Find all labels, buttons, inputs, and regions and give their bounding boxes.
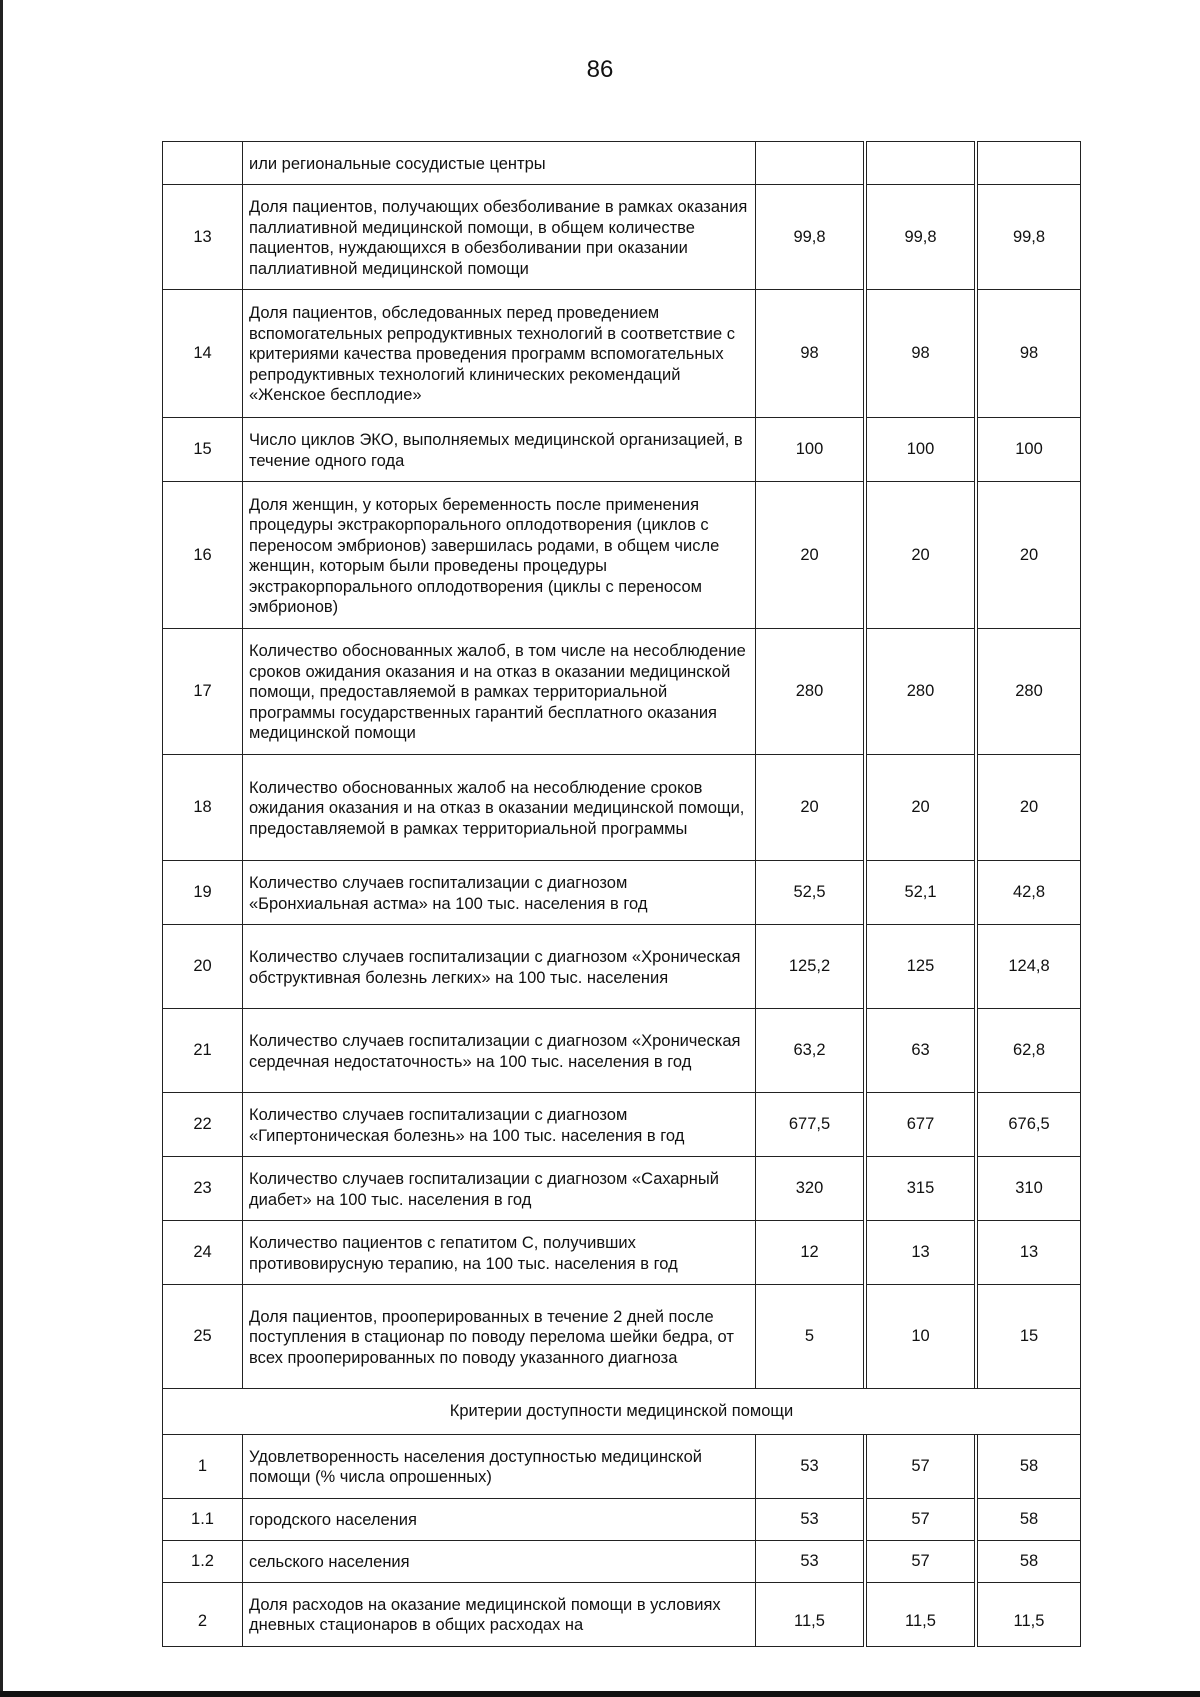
value-col-3: 99,8 <box>978 185 1081 290</box>
value-col-1: 99,8 <box>756 185 864 290</box>
table-row <box>163 1285 1081 1389</box>
row-description: Количество случаев госпитализации с диагнозом «Хроническая обструктивная болезнь легких» на 100 тыс. населения <box>243 925 756 1009</box>
value-col-3: 11,5 <box>978 1582 1081 1646</box>
table-row <box>163 1009 1081 1093</box>
table-row <box>163 1221 1081 1285</box>
table-row <box>163 142 1081 185</box>
row-description: Доля женщин, у которых беременность после применения процедуры экстракорпорального оплодотворения (циклов с переносом эмбрионов) завершилась родами, в общем числе женщин, которым были проведены процедуры экстракорпорального оплодотворения (циклы с переносом эмбрионов) <box>243 482 756 629</box>
table-row <box>163 290 1081 418</box>
value-col-3: 15 <box>978 1285 1081 1389</box>
value-col-1: 53 <box>756 1540 864 1582</box>
row-description: Доля пациентов, обследованных перед проведением вспомогательных репродуктивных технологий в соответствие с критериями качества проведения программ вспомогательных репродуктивных технологий клинических рекомендаций «Женское бесплодие» <box>243 290 756 418</box>
row-number: 1 <box>163 1434 243 1498</box>
value-col-2: 100 <box>867 418 975 482</box>
row-description: Количество случаев госпитализации с диагнозом «Бронхиальная астма» на 100 тыс. населения в год <box>243 861 756 925</box>
row-description: Доля пациентов, прооперированных в течение 2 дней после поступления в стационар по поводу перелома шейки бедра, от всех прооперированных по поводу указанного диагноза <box>243 1285 756 1389</box>
row-number: 17 <box>163 629 243 755</box>
row-number: 25 <box>163 1285 243 1389</box>
row-number: 24 <box>163 1221 243 1285</box>
row-description: Количество обоснованных жалоб, в том числе на несоблюдение сроков ожидания оказания и на отказ в оказании медицинской помощи, предоставляемой в рамках территориальной программы государственных гарантий бесплатного оказания медицинской помощи <box>243 629 756 755</box>
criteria-table <box>162 141 1081 1647</box>
value-col-2: 98 <box>867 290 975 418</box>
table-row <box>163 861 1081 925</box>
scan-left-edge <box>0 0 3 1697</box>
value-col-1: 20 <box>756 755 864 861</box>
value-col-3: 280 <box>978 629 1081 755</box>
value-col-3: 58 <box>978 1498 1081 1540</box>
row-description: или региональные сосудистые центры <box>243 142 756 185</box>
value-col-2 <box>867 142 975 185</box>
value-col-3 <box>978 142 1081 185</box>
section-row <box>163 1389 1081 1435</box>
row-description: Доля пациентов, получающих обезболивание в рамках оказания паллиативной медицинской помощи, в общем количестве пациентов, нуждающихся в обезболивании при оказании паллиативной медицинской помощи <box>243 185 756 290</box>
table-row <box>163 1498 1081 1540</box>
value-col-2: 13 <box>867 1221 975 1285</box>
value-col-3: 98 <box>978 290 1081 418</box>
row-number: 21 <box>163 1009 243 1093</box>
value-col-2: 52,1 <box>867 861 975 925</box>
value-col-1: 280 <box>756 629 864 755</box>
table-row <box>163 1157 1081 1221</box>
row-description: Доля расходов на оказание медицинской помощи в условиях дневных стационаров в общих расходах на <box>243 1582 756 1646</box>
table-row <box>163 185 1081 290</box>
table-row <box>163 925 1081 1009</box>
row-number: 22 <box>163 1093 243 1157</box>
value-col-1: 53 <box>756 1498 864 1540</box>
table-row <box>163 1434 1081 1498</box>
table-row <box>163 418 1081 482</box>
row-number: 23 <box>163 1157 243 1221</box>
value-col-1: 53 <box>756 1434 864 1498</box>
row-number: 19 <box>163 861 243 925</box>
value-col-2: 57 <box>867 1498 975 1540</box>
value-col-2: 63 <box>867 1009 975 1093</box>
value-col-3: 62,8 <box>978 1009 1081 1093</box>
value-col-1: 677,5 <box>756 1093 864 1157</box>
row-number: 1.2 <box>163 1540 243 1582</box>
value-col-1: 12 <box>756 1221 864 1285</box>
value-col-1: 98 <box>756 290 864 418</box>
row-description: городского населения <box>243 1498 756 1540</box>
value-col-2: 315 <box>867 1157 975 1221</box>
value-col-1: 100 <box>756 418 864 482</box>
value-col-1: 11,5 <box>756 1582 864 1646</box>
row-number: 1.1 <box>163 1498 243 1540</box>
value-col-1: 320 <box>756 1157 864 1221</box>
value-col-2: 11,5 <box>867 1582 975 1646</box>
value-col-3: 310 <box>978 1157 1081 1221</box>
row-number: 20 <box>163 925 243 1009</box>
value-col-3: 20 <box>978 755 1081 861</box>
value-col-2: 10 <box>867 1285 975 1389</box>
value-col-2: 99,8 <box>867 185 975 290</box>
value-col-2: 677 <box>867 1093 975 1157</box>
value-col-1: 63,2 <box>756 1009 864 1093</box>
value-col-3: 20 <box>978 482 1081 629</box>
row-description: Количество случаев госпитализации с диагнозом «Хроническая сердечная недостаточность» на 100 тыс. населения в год <box>243 1009 756 1093</box>
row-description: Число циклов ЭКО, выполняемых медицинской организацией, в течение одного года <box>243 418 756 482</box>
table-row <box>163 629 1081 755</box>
value-col-1: 125,2 <box>756 925 864 1009</box>
value-col-2: 280 <box>867 629 975 755</box>
value-col-2: 125 <box>867 925 975 1009</box>
table-row <box>163 1093 1081 1157</box>
value-col-2: 57 <box>867 1434 975 1498</box>
value-col-1: 20 <box>756 482 864 629</box>
row-number: 14 <box>163 290 243 418</box>
row-description: Количество случаев госпитализации с диагнозом «Сахарный диабет» на 100 тыс. населения в год <box>243 1157 756 1221</box>
value-col-3: 124,8 <box>978 925 1081 1009</box>
value-col-1: 52,5 <box>756 861 864 925</box>
row-description: сельского населения <box>243 1540 756 1582</box>
row-number: 2 <box>163 1582 243 1646</box>
row-description: Количество пациентов с гепатитом С, получивших противовирусную терапию, на 100 тыс. населения в год <box>243 1221 756 1285</box>
table-row <box>163 1582 1081 1646</box>
value-col-1 <box>756 142 864 185</box>
value-col-3: 42,8 <box>978 861 1081 925</box>
value-col-2: 57 <box>867 1540 975 1582</box>
row-number: 15 <box>163 418 243 482</box>
row-description: Количество обоснованных жалоб на несоблюдение сроков ожидания оказания и на отказ в оказании медицинской помощи, предоставляемой в рамках территориальной программы <box>243 755 756 861</box>
value-col-3: 100 <box>978 418 1081 482</box>
value-col-3: 58 <box>978 1540 1081 1582</box>
page-number: 86 <box>586 56 614 83</box>
value-col-2: 20 <box>867 482 975 629</box>
row-number: 13 <box>163 185 243 290</box>
table-row <box>163 482 1081 629</box>
table-row <box>163 1540 1081 1582</box>
value-col-3: 58 <box>978 1434 1081 1498</box>
scan-bottom-edge <box>0 1691 1200 1697</box>
value-col-3: 676,5 <box>978 1093 1081 1157</box>
value-col-2: 20 <box>867 755 975 861</box>
row-description: Удовлетворенность населения доступностью медицинской помощи (% числа опрошенных) <box>243 1434 756 1498</box>
section-title: Критерии доступности медицинской помощи <box>163 1389 1081 1435</box>
row-number <box>163 142 243 185</box>
value-col-1: 5 <box>756 1285 864 1389</box>
table-row <box>163 755 1081 861</box>
row-description: Количество случаев госпитализации с диагнозом «Гипертоническая болезнь» на 100 тыс. населения в год <box>243 1093 756 1157</box>
row-number: 18 <box>163 755 243 861</box>
row-number: 16 <box>163 482 243 629</box>
value-col-3: 13 <box>978 1221 1081 1285</box>
